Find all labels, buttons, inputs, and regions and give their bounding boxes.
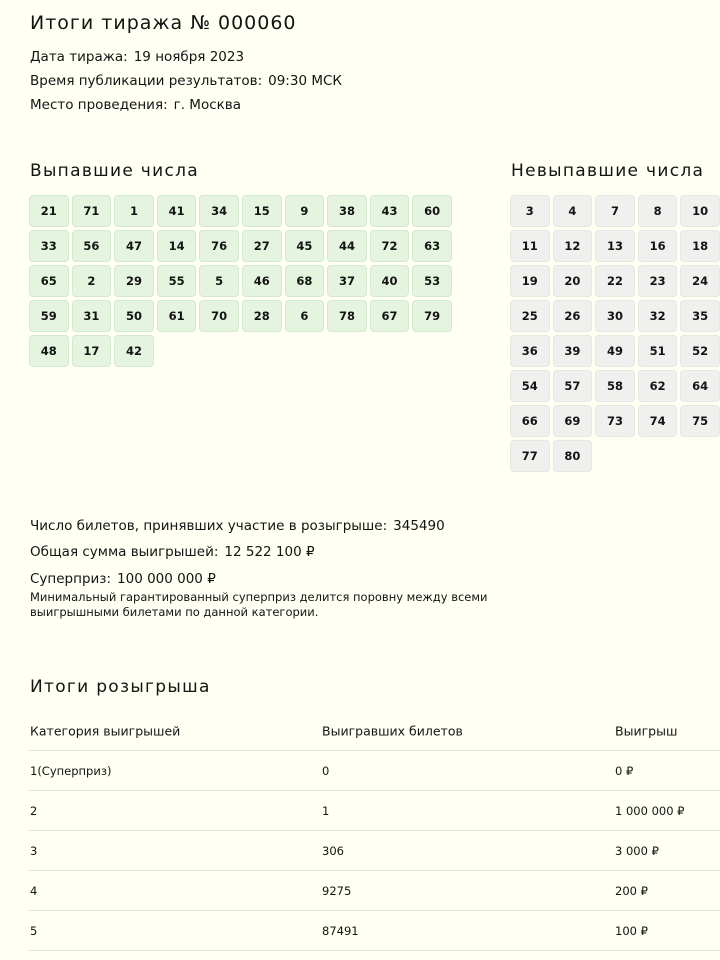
- draw-date-value: 19 ноября 2023: [133, 49, 245, 65]
- drawn-number-cell: 47: [114, 230, 154, 262]
- table-row: [28, 831, 720, 871]
- drawn-number-cell: 42: [114, 335, 154, 367]
- not-drawn-number-cell: 10: [680, 195, 720, 227]
- not-drawn-number-cell: 11: [510, 230, 550, 262]
- drawn-number-cell: 14: [157, 230, 197, 262]
- drawn-number-cell: 33: [29, 230, 69, 262]
- table-cell: 2: [30, 803, 38, 818]
- draw-date-label: Дата тиража:: [30, 49, 128, 65]
- not-drawn-number-cell: 16: [638, 230, 678, 262]
- not-drawn-number-cell: 49: [595, 335, 635, 367]
- drawn-number-cell: 15: [242, 195, 282, 227]
- total-winnings: [30, 544, 315, 560]
- drawn-number-cell: 63: [412, 230, 452, 262]
- not-drawn-number-cell: 51: [638, 335, 678, 367]
- superprize-value: 100 000 000 ₽: [117, 571, 216, 587]
- drawn-number-cell: 27: [242, 230, 282, 262]
- results-table: [28, 712, 720, 951]
- tickets-count: [30, 518, 445, 534]
- column-header: Выигрыш: [615, 723, 678, 739]
- drawn-number-cell: 68: [285, 265, 325, 297]
- not-drawn-numbers-title: Невыпавшие числа: [511, 161, 705, 181]
- drawn-number-cell: 38: [327, 195, 367, 227]
- drawn-number-cell: 29: [114, 265, 154, 297]
- drawn-number-cell: 48: [29, 335, 69, 367]
- not-drawn-number-cell: 36: [510, 335, 550, 367]
- table-cell: 5: [30, 923, 38, 938]
- drawn-number-cell: 79: [412, 300, 452, 332]
- table-cell: 9275: [322, 883, 352, 898]
- drawn-number-cell: 40: [370, 265, 410, 297]
- not-drawn-number-cell: 52: [680, 335, 720, 367]
- drawn-number-cell: 17: [72, 335, 112, 367]
- drawn-number-cell: 31: [72, 300, 112, 332]
- not-drawn-number-cell: 77: [510, 440, 550, 472]
- not-drawn-number-cell: 8: [638, 195, 678, 227]
- table-cell: 3: [30, 843, 38, 858]
- not-drawn-number-cell: 13: [595, 230, 635, 262]
- not-drawn-number-cell: 66: [510, 405, 550, 437]
- table-cell: 306: [322, 843, 344, 858]
- venue: [30, 97, 241, 113]
- drawn-number-cell: 1: [114, 195, 154, 227]
- drawn-number-cell: 43: [370, 195, 410, 227]
- drawn-number-cell: 60: [412, 195, 452, 227]
- drawn-number-cell: 50: [114, 300, 154, 332]
- not-drawn-number-cell: 24: [680, 265, 720, 297]
- not-drawn-number-cell: 69: [553, 405, 593, 437]
- drawn-number-cell: 28: [242, 300, 282, 332]
- results-title: Итоги розыгрыша: [30, 677, 211, 697]
- drawn-numbers-grid: [29, 195, 452, 367]
- drawn-number-cell: 55: [157, 265, 197, 297]
- drawn-number-cell: 61: [157, 300, 197, 332]
- table-cell: 1: [322, 803, 330, 818]
- drawn-number-cell: 2: [72, 265, 112, 297]
- drawn-number-cell: 34: [199, 195, 239, 227]
- drawn-number-cell: 41: [157, 195, 197, 227]
- superprize-label: Суперприз:: [30, 571, 112, 587]
- not-drawn-numbers-grid: [510, 195, 720, 472]
- drawn-number-cell: 56: [72, 230, 112, 262]
- drawn-number-cell: 46: [242, 265, 282, 297]
- not-drawn-number-cell: 3: [510, 195, 550, 227]
- superprize-note: Минимальный гарантированный суперприз делится поровну между всеми выигрышными билетами по данной категории.: [30, 590, 488, 619]
- total-winnings-label: Общая сумма выигрышей:: [30, 544, 219, 560]
- drawn-number-cell: 71: [72, 195, 112, 227]
- drawn-number-cell: 70: [199, 300, 239, 332]
- not-drawn-number-cell: 25: [510, 300, 550, 332]
- not-drawn-number-cell: 30: [595, 300, 635, 332]
- table-cell: 87491: [322, 923, 359, 938]
- not-drawn-number-cell: 54: [510, 370, 550, 402]
- drawn-number-cell: 37: [327, 265, 367, 297]
- table-cell: 1 000 000 ₽: [615, 803, 685, 818]
- table-cell: 0: [322, 763, 330, 778]
- drawn-number-cell: 45: [285, 230, 325, 262]
- not-drawn-number-cell: 4: [553, 195, 593, 227]
- not-drawn-number-cell: 18: [680, 230, 720, 262]
- not-drawn-number-cell: 73: [595, 405, 635, 437]
- not-drawn-number-cell: 19: [510, 265, 550, 297]
- drawn-number-cell: 76: [199, 230, 239, 262]
- not-drawn-number-cell: 64: [680, 370, 720, 402]
- not-drawn-number-cell: 35: [680, 300, 720, 332]
- total-winnings-value: 12 522 100 ₽: [224, 544, 315, 560]
- publish-time: [30, 73, 342, 89]
- tickets-count-label: Число билетов, принявших участие в розыгрыше:: [30, 518, 388, 534]
- publish-time-label: Время публикации результатов:: [30, 73, 263, 89]
- table-cell: 1(Суперприз): [30, 763, 112, 778]
- not-drawn-number-cell: 58: [595, 370, 635, 402]
- not-drawn-number-cell: 12: [553, 230, 593, 262]
- not-drawn-number-cell: 75: [680, 405, 720, 437]
- column-header: Категория выигрышей: [30, 723, 181, 739]
- drawn-numbers-title: Выпавшие числа: [30, 161, 200, 181]
- publish-time-value: 09:30 МСК: [268, 73, 342, 89]
- table-cell: 0 ₽: [615, 763, 634, 778]
- column-header: Выигравших билетов: [322, 723, 463, 739]
- table-cell: 200 ₽: [615, 883, 648, 898]
- drawn-number-cell: 78: [327, 300, 367, 332]
- table-cell: 4: [30, 883, 38, 898]
- page-title: Итоги тиража № 000060: [30, 12, 297, 34]
- table-row: [28, 751, 720, 791]
- table-cell: 100 ₽: [615, 923, 648, 938]
- not-drawn-number-cell: 39: [553, 335, 593, 367]
- not-drawn-number-cell: 62: [638, 370, 678, 402]
- not-drawn-number-cell: 20: [553, 265, 593, 297]
- drawn-number-cell: 21: [29, 195, 69, 227]
- not-drawn-number-cell: 80: [553, 440, 593, 472]
- table-cell: 3 000 ₽: [615, 843, 659, 858]
- table-row: [28, 911, 720, 951]
- drawn-number-cell: 5: [199, 265, 239, 297]
- drawn-number-cell: 6: [285, 300, 325, 332]
- tickets-count-value: 345490: [393, 518, 445, 534]
- draw-date: [30, 49, 244, 65]
- drawn-number-cell: 72: [370, 230, 410, 262]
- table-row: [28, 871, 720, 911]
- not-drawn-number-cell: 7: [595, 195, 635, 227]
- superprize: [30, 571, 216, 587]
- table-header-row: [28, 712, 720, 751]
- not-drawn-number-cell: 23: [638, 265, 678, 297]
- not-drawn-number-cell: 32: [638, 300, 678, 332]
- drawn-number-cell: 59: [29, 300, 69, 332]
- drawn-number-cell: 67: [370, 300, 410, 332]
- venue-label: Место проведения:: [30, 97, 168, 113]
- drawn-number-cell: 44: [327, 230, 367, 262]
- drawn-number-cell: 65: [29, 265, 69, 297]
- not-drawn-number-cell: 26: [553, 300, 593, 332]
- venue-value: г. Москва: [173, 97, 242, 113]
- drawn-number-cell: 53: [412, 265, 452, 297]
- not-drawn-number-cell: 57: [553, 370, 593, 402]
- not-drawn-number-cell: 74: [638, 405, 678, 437]
- drawn-number-cell: 9: [285, 195, 325, 227]
- table-row: [28, 791, 720, 831]
- not-drawn-number-cell: 22: [595, 265, 635, 297]
